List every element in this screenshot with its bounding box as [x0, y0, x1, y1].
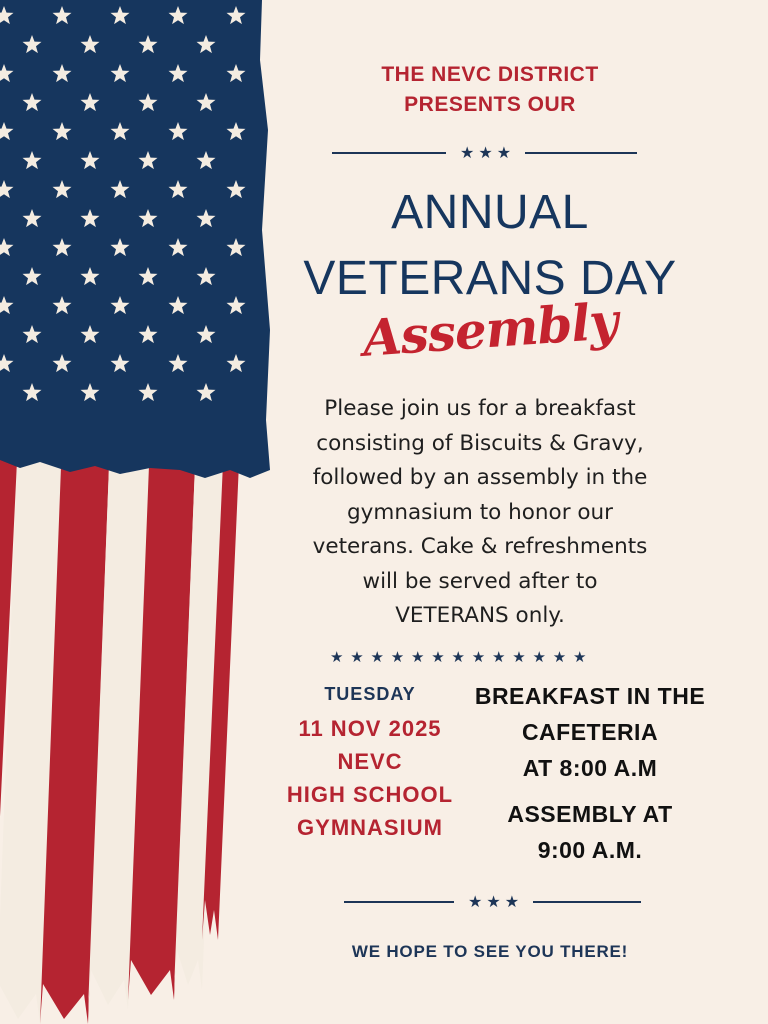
title-assembly-script: Assembly — [360, 291, 620, 368]
poster-content — [286, 0, 768, 1024]
breakfast-line2: CAFETERIA — [521, 719, 659, 745]
breakfast-line1: BREAKFAST IN THE — [474, 683, 706, 709]
event-date: 11 NOV 2025 — [298, 716, 442, 741]
title-annual: ANNUAL — [391, 186, 589, 239]
event-location-line2: HIGH SCHOOL — [286, 782, 454, 807]
star-row-divider: ★★★★★★★★★★★★★ — [330, 648, 594, 666]
presents-heading-line1: THE NEVC DISTRICT — [381, 63, 599, 86]
assembly-line2: 9:00 A.M. — [537, 837, 643, 863]
event-day: TUESDAY — [324, 684, 416, 704]
invitation-line: Please join us for a breakfast — [324, 396, 636, 421]
event-schedule — [470, 678, 710, 868]
event-date-location — [270, 682, 470, 844]
invitation-line: consisting of Biscuits & Gravy, — [316, 430, 644, 456]
invitation-line: veterans. Cake & refreshments — [312, 534, 648, 559]
presents-heading-line2: PRESENTS OUR — [404, 93, 576, 116]
american-flag-graphic — [0, 0, 290, 1024]
invitation-paragraph — [270, 392, 690, 634]
bottom-divider — [344, 894, 641, 910]
breakfast-line3: AT 8:00 A.M — [522, 755, 658, 781]
invitation-line: gymnasium to honor our — [347, 499, 613, 525]
closing-message: WE HOPE TO SEE YOU THERE! — [351, 942, 629, 961]
invitation-line: VETERANS only. — [395, 603, 565, 628]
event-location-line3: GYMNASIUM — [297, 815, 443, 840]
divider-stars-icon: ★★★ — [460, 143, 516, 162]
title-veterans-day: VETERANS DAY — [303, 252, 677, 305]
divider-stars-icon: ★★★ — [468, 892, 524, 911]
top-divider — [332, 145, 637, 161]
assembly-line1: ASSEMBLY AT — [507, 801, 673, 827]
invitation-line: followed by an assembly in the — [312, 465, 648, 490]
invitation-line: will be served after to — [362, 568, 598, 594]
event-location-line1: NEVC — [337, 749, 403, 774]
